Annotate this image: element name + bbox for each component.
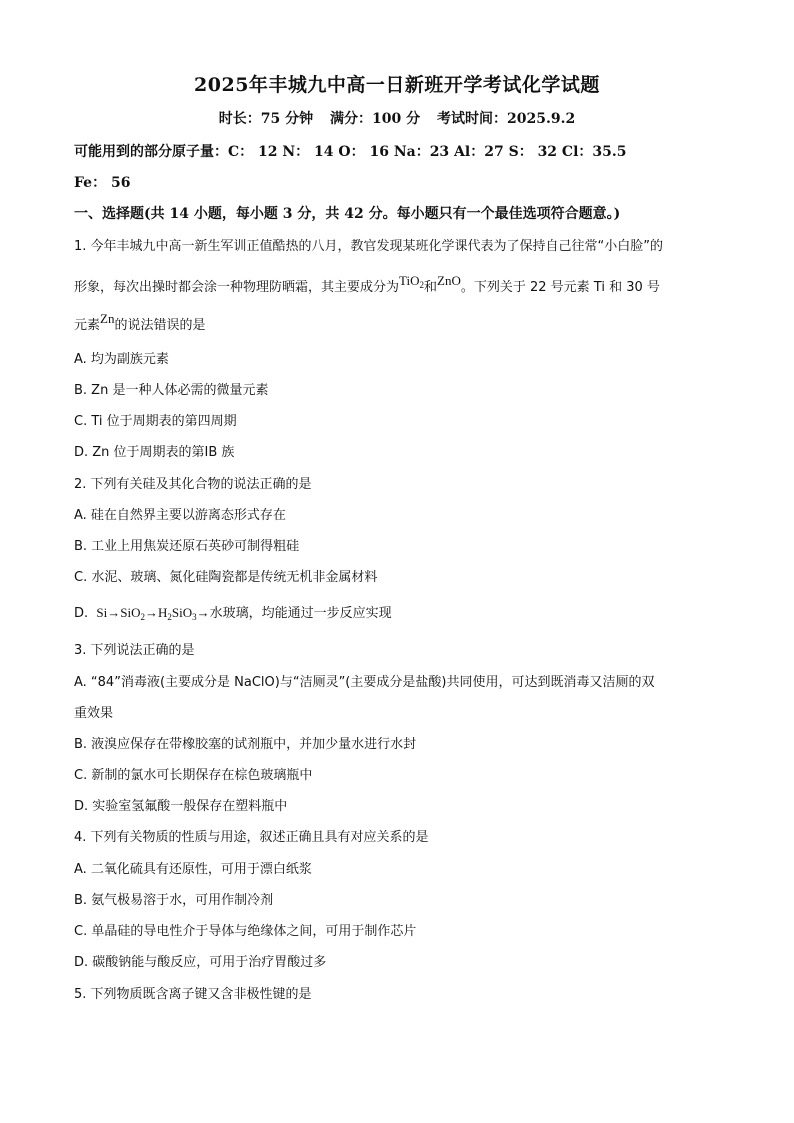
exam-duration: 时长：75 分钟	[218, 111, 314, 127]
question-2-option-c: C. 水泥、玻璃、氮化硅陶瓷都是传统无机非金属材料	[74, 570, 378, 585]
question-1-text-d: 的说法错误的是	[114, 318, 206, 333]
question-1-option-b: B. Zn 是一种人体必需的微量元素	[74, 383, 269, 398]
exam-score: 满分：100 分	[330, 111, 421, 127]
arrow-icon: →	[145, 605, 158, 620]
formula-tio2: TiO$_2$	[399, 273, 424, 290]
formula-sio2: SiO$_2$	[120, 605, 145, 622]
question-4-option-a: A. 二氧化硫具有还原性，可用于漂白纸浆	[74, 862, 312, 877]
question-1-text-c: 元素	[74, 318, 101, 333]
question-3-option-b: B. 液溴应保存在带橡胶塞的试剂瓶中，并加少量水进行水封	[74, 737, 417, 752]
question-1-line3	[74, 311, 206, 333]
atomic-masses-line2: Fe： 56	[74, 175, 131, 191]
question-3-option-a-line2: 重效果	[74, 706, 114, 721]
question-1-option-d: D. Zn 位于周期表的第ⅠB 族	[74, 445, 235, 460]
question-2-option-d	[74, 602, 392, 622]
question-2-option-d-text: 水玻璃，均能通过一步反应实现	[209, 606, 392, 621]
question-3-option-c: C. 新制的氯水可长期保存在棕色玻璃瓶中	[74, 768, 313, 783]
atomic-masses-line1: 可能用到的部分原子量：C： 12 N： 14 O： 16 Na：23 Al：27 S： 32 Cl：35.5	[74, 144, 627, 160]
question-2-option-a: A. 硅在自然界主要以游离态形式存在	[74, 508, 286, 523]
question-3-option-a-line1: A. “84”消毒液(主要成分是 NaClO)与“洁厕灵”(主要成分是盐酸)共同使用，可达到既消毒又洁厕的双	[74, 675, 655, 690]
question-1-conj: 和	[424, 280, 438, 295]
question-1-text-b: 。下列关于 22 号元素 Ti 和 30 号	[460, 280, 660, 295]
exam-title: 2025年丰城九中高一日新班开学考试化学试题	[194, 74, 600, 96]
question-4-stem: 4. 下列有关物质的性质与用途，叙述正确且具有对应关系的是	[74, 830, 429, 845]
formula-si: Si	[96, 605, 108, 620]
question-1-option-c: C. Ti 位于周期表的第四周期	[74, 414, 237, 429]
question-2-option-b: B. 工业上用焦炭还原石英砂可制得粗硅	[74, 539, 300, 554]
question-3-option-d: D. 实验室氢氟酸一般保存在塑料瓶中	[74, 799, 288, 814]
question-5-stem: 5. 下列物质既含离子键又含非极性键的是	[74, 987, 312, 1002]
question-4-option-d: D. 碳酸钠能与酸反应，可用于治疗胃酸过多	[74, 955, 327, 970]
question-1-text: 形象，每次出操时都会涂一种物理防晒霜，其主要成分为	[74, 280, 400, 295]
exam-meta	[0, 108, 794, 128]
question-3-stem: 3. 下列说法正确的是	[74, 643, 195, 658]
arrow-icon: →	[196, 605, 210, 620]
option-label: D.	[74, 606, 89, 621]
question-1-option-a: A. 均为副族元素	[74, 352, 169, 367]
arrow-icon: →	[107, 605, 121, 620]
formula-h2sio3: $H_2SiO_3$	[158, 605, 197, 622]
section-heading: 一、选择题(共 14 小题，每小题 3 分，共 42 分。每小题只有一个最佳选项符合题意。)	[74, 206, 621, 222]
exam-time: 考试时间：2025.9.2	[437, 111, 576, 127]
question-4-option-b: B. 氨气极易溶于水，可用作制冷剂	[74, 893, 274, 908]
question-4-option-c: C. 单晶硅的导电性介于导体与绝缘体之间，可用于制作芯片	[74, 924, 417, 939]
formula-zn: Zn	[100, 311, 115, 326]
question-1-line2	[74, 273, 660, 296]
formula-zno: ZnO	[437, 273, 461, 288]
question-1-line1: 1. 今年丰城九中高一新生军训正值酷热的八月，教官发现某班化学课代表为了保持自己往常“小白脸”的	[74, 239, 664, 254]
question-2-stem: 2. 下列有关硅及其化合物的说法正确的是	[74, 477, 312, 492]
